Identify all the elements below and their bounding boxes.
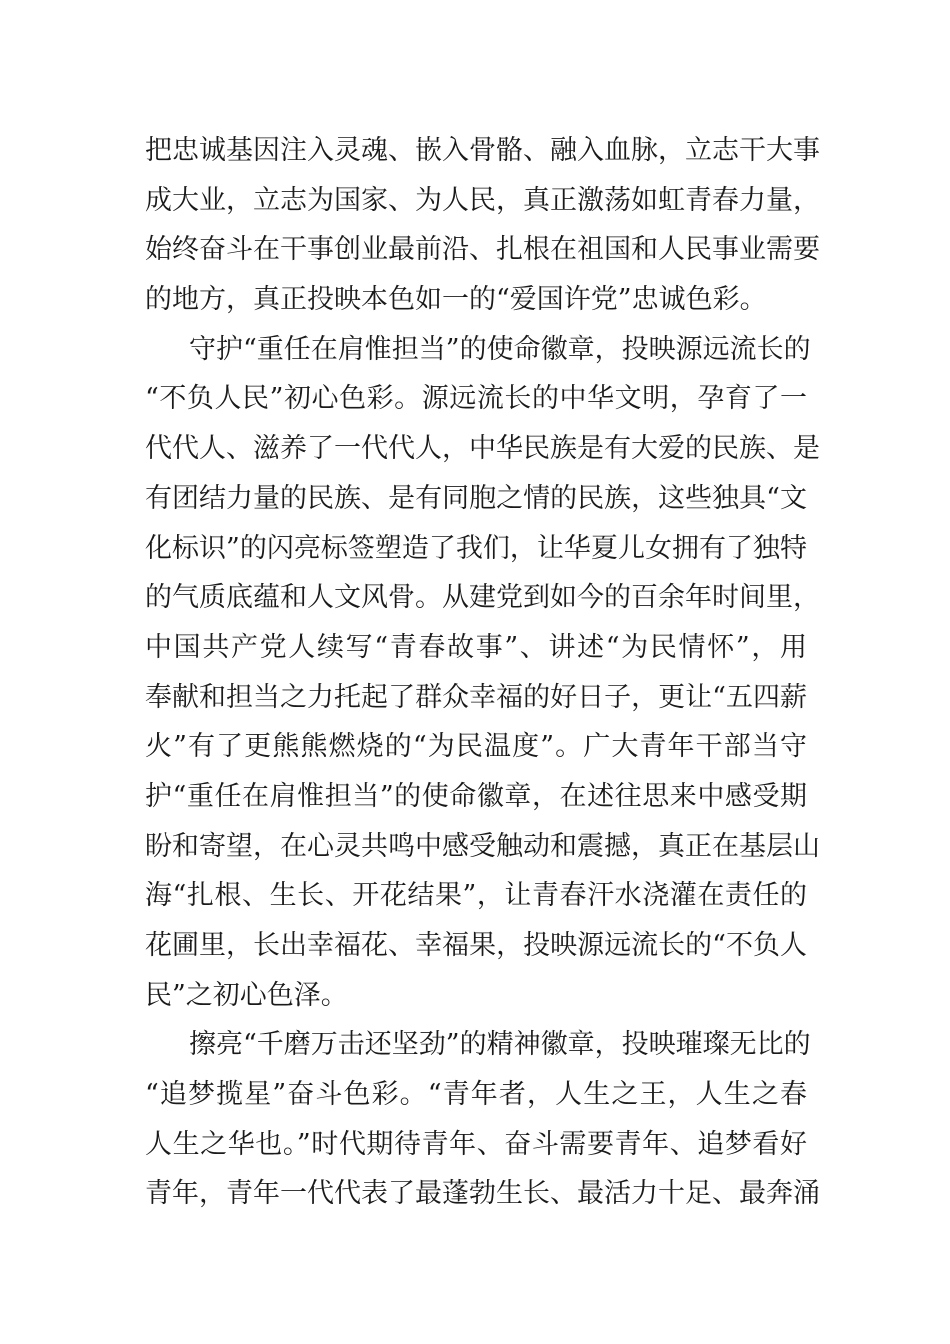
text-line: 火”有了更熊熊燃烧的“为民温度”。广大青年干部当守 <box>145 731 807 763</box>
text-line: 擦亮“千磨万击还坚劲”的精神徽章，投映璀璨无比的 <box>189 1029 811 1061</box>
text-line: 民”之初心色泽。 <box>145 979 348 1011</box>
text-line: “追梦揽星”奋斗色彩。“青年者，人生之王，人生之春 <box>145 1079 807 1111</box>
paragraph <box>145 126 820 325</box>
text-line: 海“扎根、生长、开花结果”，让青春汗水浇灌在责任的 <box>145 880 807 912</box>
text-line: 盼和寄望，在心灵共鸣中感受触动和震撼，真正在基层山 <box>145 830 820 862</box>
body-text <box>145 126 820 1219</box>
text-line: 把忠诚基因注入灵魂、嵌入骨骼、融入血脉，立志干大事 <box>145 135 820 166</box>
text-line: 的地方，真正投映本色如一的“爱国许党”忠诚色彩。 <box>145 284 767 316</box>
text-line: 成大业，立志为国家、为人民，真正激荡如虹青春力量， <box>145 184 820 216</box>
text-line: 中国共产党人续写“青春故事”、讲述“为民情怀”，用 <box>145 631 807 663</box>
text-line: 的气质底蕴和人文风骨。从建党到如今的百余年时间里， <box>145 582 820 614</box>
text-line: 花圃里，长出幸福花、幸福果，投映源远流长的“不负人 <box>145 930 807 961</box>
text-line: 始终奋斗在干事创业最前沿、扎根在祖国和人民事业需要 <box>145 234 820 266</box>
text-line: “不负人民”初心色彩。源远流长的中华文明，孕育了一 <box>145 383 807 415</box>
text-line: 护“重任在肩惟担当”的使命徽章，在述往思来中感受期 <box>145 780 807 812</box>
text-line: 化标识”的闪亮标签塑造了我们，让华夏儿女拥有了独特 <box>145 532 807 564</box>
text-line: 青年，青年一代代表了最蓬勃生长、最活力十足、最奔涌 <box>145 1178 820 1210</box>
paragraph <box>145 1020 820 1219</box>
text-line: 有团结力量的民族、是有同胞之情的民族，这些独具“文 <box>145 482 807 514</box>
text-line: 代代人、滋养了一代代人，中华民族是有大爱的民族、是 <box>145 433 820 465</box>
text-line: 奉献和担当之力托起了群众幸福的好日子，更让“五四薪 <box>145 681 807 713</box>
text-line: 守护“重任在肩惟担当”的使命徽章，投映源远流长的 <box>189 333 811 365</box>
text-line: 人生之华也。”时代期待青年、奋斗需要青年、追梦看好 <box>145 1128 807 1160</box>
paragraph <box>145 325 820 1021</box>
